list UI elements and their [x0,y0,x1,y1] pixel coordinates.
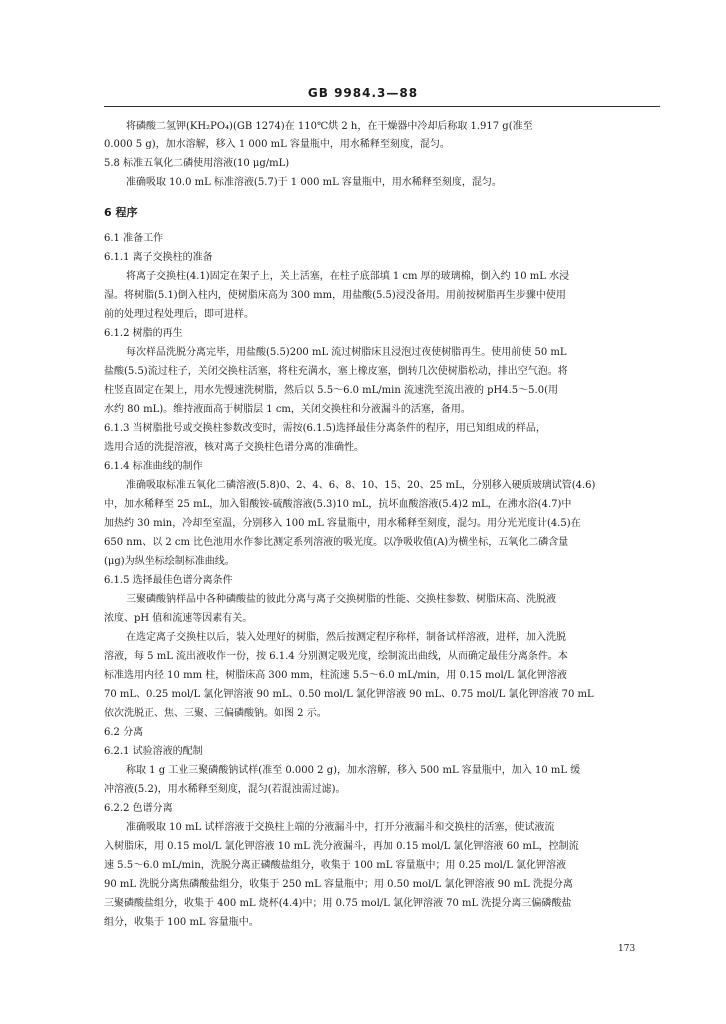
text-line: 0.000 5 g)，加水溶解，移入 1 000 mL 容量瓶中，用水稀释至刻度，混匀。 [104,139,450,150]
text-line: 三聚磷酸盐组分，收集于 400 mL 烧杯(4.4)中；用 0.75 mol/L 氯化钾溶液 70 mL 洗提分离三偏磷酸盐 [104,898,572,909]
text-line: 浓度、pH 值和流速等因素有关。 [104,613,253,624]
text-line: 准确吸取 10 mL 试样溶液于交换柱上端的分液漏斗中，打开分液漏斗和交换柱的活塞，使试液流 [126,822,555,833]
section-heading: 6.2.2 色谱分离 [104,803,173,814]
text-line: 70 mL、0.25 mol/L 氯化钾溶液 90 mL、0.50 mol/L 氯化钾溶液 90 mL、0.75 mol/L 氯化钾溶液 70 mL [104,689,594,700]
text-line: 组分，收集于 100 mL 容量瓶中。 [104,917,259,928]
text-line: 准确吸取标准五氧化二磷溶液(5.8)0、2、4、6、8、10、15、20、25 mL，分别移入硬质玻璃试管(4.6) [126,480,596,491]
text-line: 入树脂床，用 0.15 mol/L 氯化钾溶液 10 mL 洗分液漏斗，再加 0.15 mol/L 氯化钾溶液 60 mL，控制流 [104,841,579,852]
chapter-heading: 6 程序 [104,206,138,219]
section-heading: 5.8 标准五氧化二磷使用溶液(10 μg/mL) [104,158,290,169]
text-line: 依次洗脱正、焦、三聚、三偏磷酸钠。如图 2 示。 [104,708,327,719]
standard-number-header: GB 9984.3—88 [307,86,419,100]
text-line: 称取 1 g 工业三聚磷酸钠试样(准至 0.000 2 g)，加水溶解，移入 500 mL 容量瓶中，加入 10 mL 缓 [126,765,581,776]
text-line: 90 mL 洗脱分离焦磷酸盐组分，收集于 250 mL 容量瓶中；用 0.50 mol/L 氯化钾溶液 90 mL 洗提分离 [104,879,573,890]
text-line: 三聚磷酸钠样品中各种磷酸盐的彼此分离与离子交换树脂的性能、交换柱参数、树脂床高、洗脱液 [126,594,556,605]
text-line: 准确吸取 10.0 mL 标准溶液(5.7)于 1 000 mL 容量瓶中，用水稀释至刻度，混匀。 [126,177,502,188]
section-heading: 6.1 准备工作 [104,233,164,244]
section-heading: 6.2 分离 [104,727,144,738]
text-line: 在选定离子交换柱以后，装入处理好的树脂，然后按测定程序称样，制备试样溶液，进样，加入洗脱 [126,632,566,643]
text-line: (μg)为纵坐标绘制标准曲线。 [104,556,235,567]
text-line: 中，加水稀释至 25 mL，加入钼酸铵-硫酸溶液(5.3)10 mL，抗坏血酸溶液(5.4)2 mL，在沸水浴(4.7)中 [104,499,572,510]
text-line: 650 nm、以 2 cm 比色池用水作参比测定系列溶液的吸光度。以净吸收值(A)为横坐标，五氧化二磷含量 [104,537,569,548]
text-line: 湿。将树脂(5.1)倒入柱内，使树脂床高为 300 mm，用盐酸(5.5)浸没备用。用前按树脂再生步骤中使用 [104,290,566,301]
text-line: 柱竖直固定在架上，用水先慢速洗树脂，然后以 5.5～6.0 mL/min 流速洗至流出液的 pH4.5～5.0(用 [104,385,558,396]
text-line: 溶液，每 5 mL 流出液收作一份，按 6.1.4 分别测定吸光度，绘制流出曲线，从而确定最佳分离条件。本 [104,651,568,662]
section-heading: 6.1.4 标准曲线的制作 [104,461,203,472]
text-line: 将离子交换柱(4.1)固定在架子上，关上活塞，在柱子底部填 1 cm 厚的玻璃棉，倒入约 10 mL 水浸 [126,271,570,282]
text-line: 选用合适的洗提溶液，核对离子交换柱色谱分离的准确性。 [104,442,364,453]
text-line: 速 5.5～6.0 mL/min，洗脱分离正磷酸盐组分，收集于 100 mL 容量瓶中；用 0.25 mol/L 氯化钾溶液 [104,860,567,871]
section-heading: 6.1.2 树脂的再生 [104,328,183,339]
text-line: 加热约 30 min，冷却至室温，分别移入 100 mL 容量瓶中，用水稀释至刻度，混匀。用分光光度计(4.5)在 [104,518,581,529]
header-rule [104,106,660,107]
text-line: 每次样品洗脱分离完毕，用盐酸(5.5)200 mL 流过树脂床且浸泡过夜使树脂再生。使用前使 50 mL [126,347,567,358]
text-line: 前的处理过程处理后，即可进样。 [104,309,254,320]
text-line: 盐酸(5.5)流过柱子，关闭交换柱活塞，将柱充满水，塞上橡皮塞，倒转几次使树脂松动，排出空气泡。将 [104,366,568,377]
text-line: 水约 80 mL)。维持液面高于树脂层 1 cm，关闭交换柱和分液漏斗的活塞，备用。 [104,404,471,415]
section-heading: 6.1.5 选择最佳色谱分离条件 [104,575,233,586]
text-line: 冲溶液(5.2)，用水稀释至刻度，混匀(若混浊需过滤)。 [104,784,346,795]
page-number: 173 [618,944,636,954]
section-heading: 6.1.1 离子交换柱的准备 [104,252,213,263]
text-line: 6.1.3 当树脂批号或交换柱参数改变时，需按(6.1.5)选择最佳分离条件的程序，用已知组成的样品， [104,423,546,434]
text-line: 标准选用内径 10 mm 柱，树脂床高 300 mm，柱流速 5.5～6.0 mL/min，用 0.15 mol/L 氯化钾溶液 [104,670,567,681]
section-heading: 6.2.1 试验溶液的配制 [104,746,203,757]
text-line: 将磷酸二氢钾(KH₂PO₄)(GB 1274)在 110℃烘 2 h，在干燥器中冷却后称取 1.917 g(准至 [126,121,533,132]
